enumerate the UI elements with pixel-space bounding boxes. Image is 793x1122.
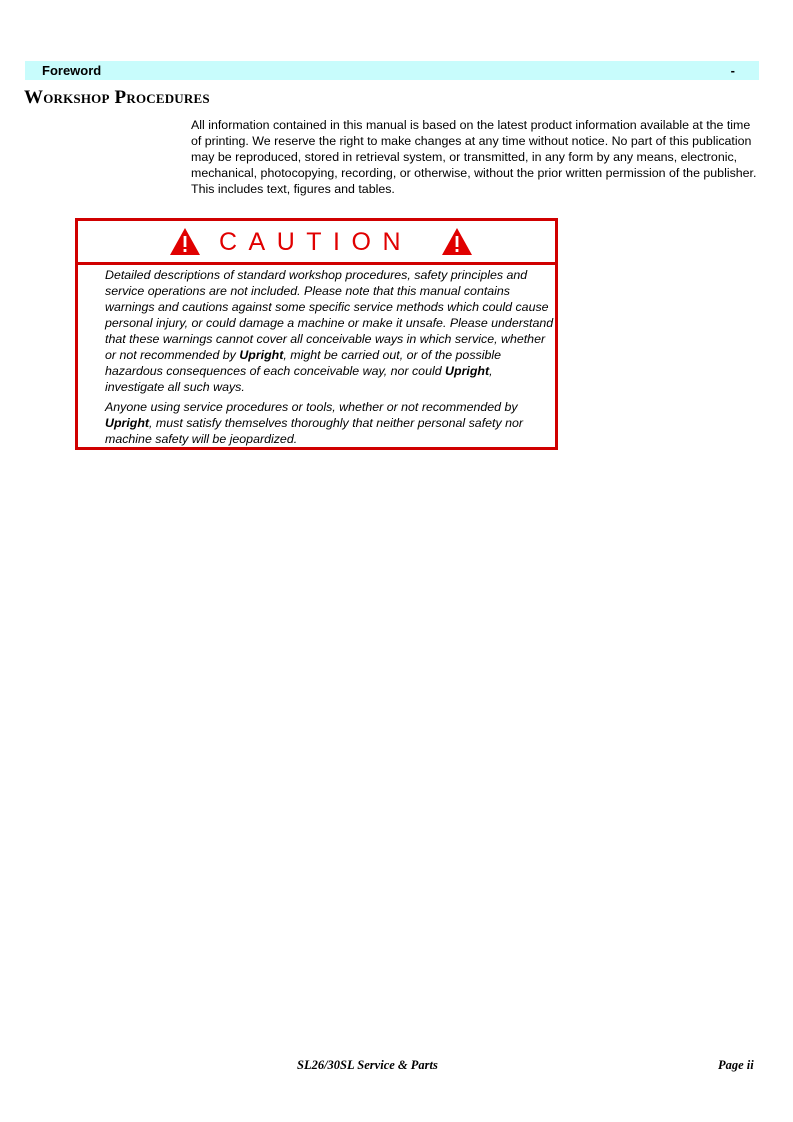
section-label: Foreword: [42, 63, 102, 78]
page-title: Workshop Procedures: [24, 87, 210, 108]
caution-text: [105, 267, 555, 451]
caution-text-part: Detailed descriptions of standard workshop procedures, safety principles and service operations are not included. Please note that this manual contains warnings and cautions against some specific service methods which could cause personal injury, or could damage a machine or make it unsafe. Please understand that these warnings cannot cover all conceivable ways in which service, whether or not recommended by: [105, 268, 554, 362]
footer-document-title: SL26/30SL Service & Parts: [297, 1058, 438, 1072]
caution-text-part: , investigate all such ways.: [105, 364, 493, 394]
intro-paragraph: All information contained in this manual is based on the latest product information available at the time of printing. We reserve the right to make changes at any time without notice. No part of this publication may be reproduced, stored in retrieval system, or transmitted, in any form by any means, electronic, mechanical, photocopying, recording, or otherwise, without the prior written permission of the publisher. This includes text, figures and tables.: [191, 118, 757, 196]
section-header-bar: [25, 61, 759, 80]
caution-paragraph: [105, 267, 555, 395]
caution-text-part: , might be carried out, or of the possible hazardous consequences of each conceivable way, nor could: [105, 348, 502, 378]
warning-triangle-icon: [169, 227, 201, 256]
caution-text-part: Anyone using service procedures or tools, whether or not recommended by: [105, 400, 518, 414]
caution-text-part: , must satisfy themselves thoroughly that neither personal safety nor machine safety will be jeopardized.: [105, 416, 524, 446]
warning-triangle-icon: [441, 227, 473, 256]
brand-name: Upright: [239, 348, 284, 362]
caution-heading: CAUTION: [219, 228, 412, 256]
footer-page-number: Page ii: [718, 1058, 754, 1072]
brand-name: Upright: [445, 364, 490, 378]
caution-paragraph: [105, 399, 555, 447]
caution-header: [78, 221, 555, 265]
brand-name: Upright: [105, 416, 150, 430]
section-dash: -: [730, 63, 735, 78]
caution-box: [75, 218, 558, 450]
